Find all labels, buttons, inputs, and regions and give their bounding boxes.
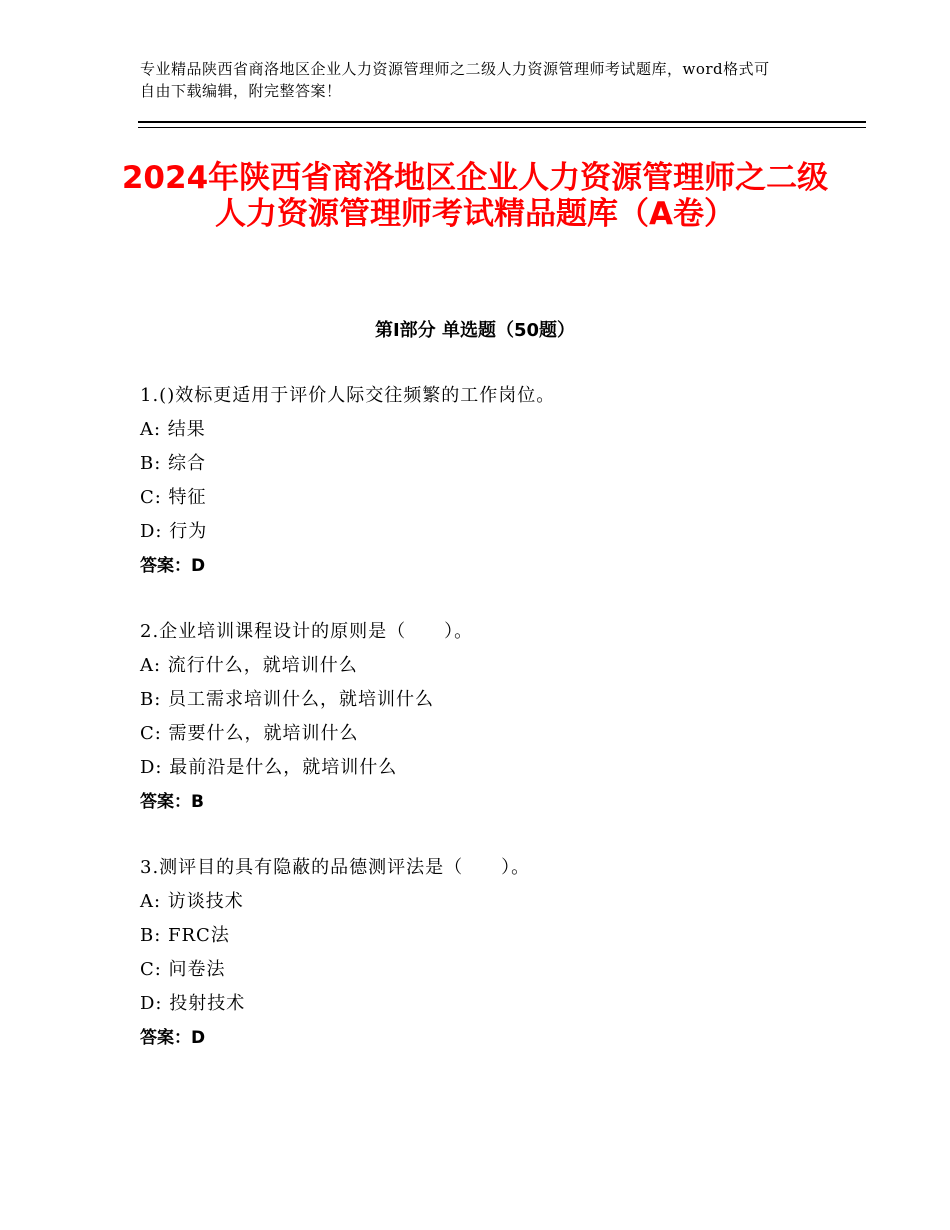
section-title: 第Ⅰ部分 单选题（50题） [374,320,575,341]
question-stem: 3.测评目的具有隐蔽的品德测评法是（ ）。 [140,857,531,878]
option-c: C: 特征 [140,487,207,508]
question-stem: 2.企业培训课程设计的原则是（ ）。 [140,621,474,642]
question-1 [140,384,840,588]
answer: 答案：B [140,792,204,812]
option-a: A: 访谈技术 [140,891,244,912]
option-a: A: 流行什么，就培训什么 [140,655,358,676]
option-d: D: 最前沿是什么，就培训什么 [140,757,398,778]
question-2 [140,620,840,824]
answer: 答案：D [140,1028,206,1048]
option-b: B: 员工需求培训什么，就培训什么 [140,689,435,710]
option-d: D: 投射技术 [140,993,246,1014]
question-stem: 1.()效标更适用于评价人际交往频繁的工作岗位。 [140,385,556,406]
question-3 [140,856,840,1060]
option-a: A: 结果 [140,419,206,440]
option-b: B: 综合 [140,453,207,474]
option-b: B: FRC法 [140,925,230,946]
header-rule-thin [138,127,866,128]
option-d: D: 行为 [140,521,208,542]
answer: 答案：D [140,556,206,576]
header-rule-thick [138,121,866,123]
question-list [140,384,840,1092]
header-note: 专业精品陕西省商洛地区企业人力资源管理师之二级人力资源管理师考试题库，word格式可自由下载编辑，附完整答案！ [140,60,770,100]
option-c: C: 需要什么，就培训什么 [140,723,359,744]
option-c: C: 问卷法 [140,959,226,980]
document-title: 2024年陕西省商洛地区企业人力资源管理师之二级人力资源管理师考试精品题库（A卷） [121,160,829,232]
